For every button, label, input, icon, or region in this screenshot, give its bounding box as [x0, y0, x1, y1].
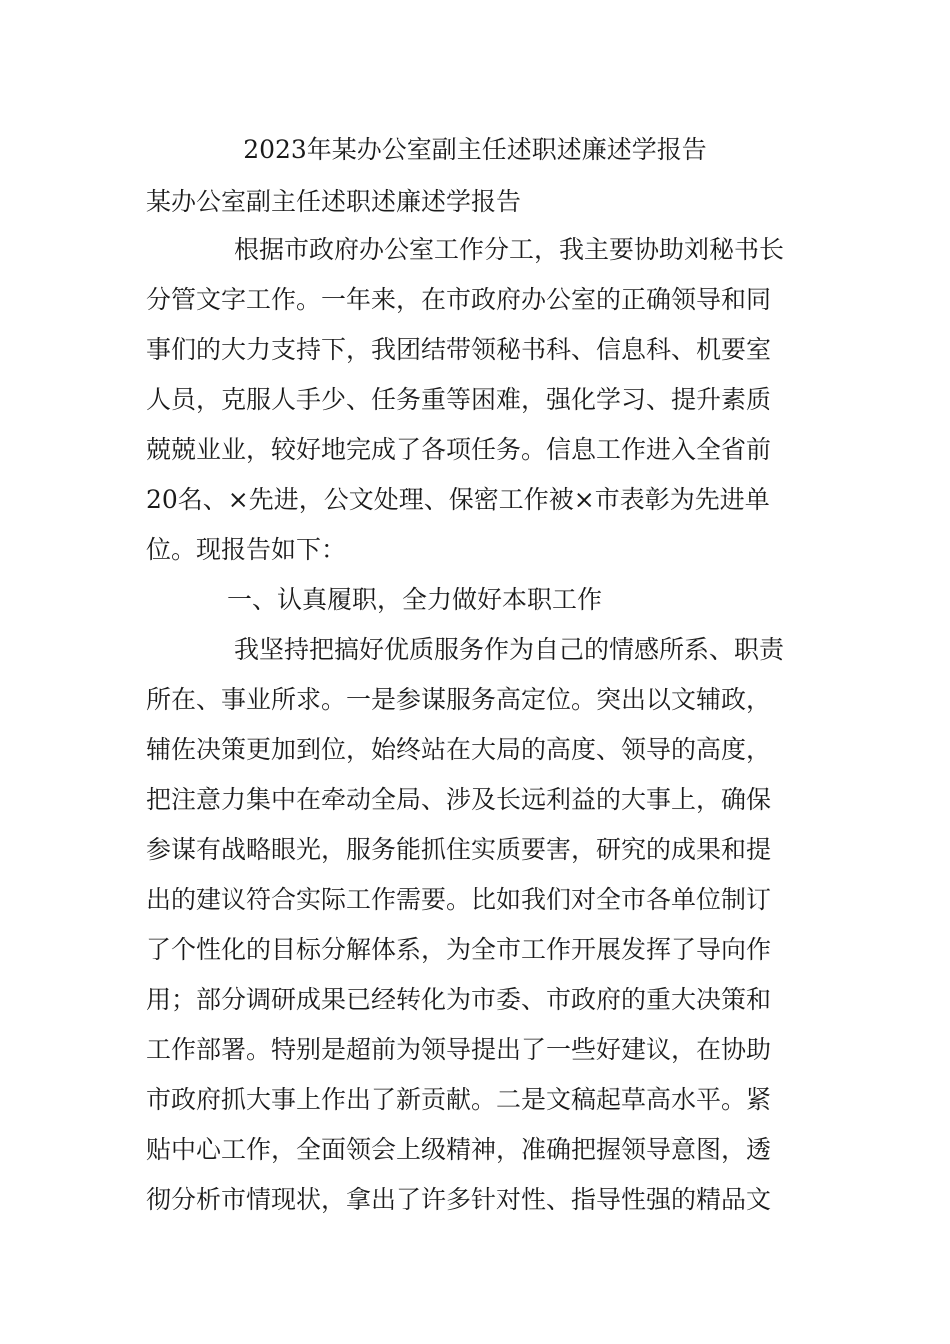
- paragraph-line: 工作部署。特别是超前为领导提出了一些好建议，在协助: [146, 1035, 772, 1064]
- paragraph-line: 用；部分调研成果已经转化为市委、市政府的重大决策和: [146, 985, 772, 1014]
- paragraph-line: 了个性化的目标分解体系，为全市工作开展发挥了导向作: [146, 935, 772, 964]
- paragraph-line: 把注意力集中在牵动全局、涉及长远利益的大事上，确保: [146, 785, 772, 814]
- paragraph-line: 根据市政府办公室工作分工，我主要协助刘秘书长: [234, 235, 785, 264]
- paragraph-line: 我坚持把搞好优质服务作为自己的情感所系、职责: [234, 635, 785, 664]
- paragraph-line: 20名、×先进，公文处理、保密工作被×市表彰为先进单: [146, 485, 770, 514]
- document-title: 2023年某办公室副主任述职述廉述学报告: [243, 135, 707, 164]
- paragraph-line: 辅佐决策更加到位，始终站在大局的高度、领导的高度，: [146, 735, 772, 764]
- paragraph-line: 贴中心工作，全面领会上级精神，准确把握领导意图，透: [146, 1135, 772, 1164]
- paragraph-line: 人员，克服人手少、任务重等困难，强化学习、提升素质: [146, 385, 772, 414]
- paragraph-line: 参谋有战略眼光，服务能抓住实质要害，研究的成果和提: [146, 835, 772, 864]
- paragraph-line: 分管文字工作。一年来，在市政府办公室的正确领导和同: [146, 285, 772, 314]
- paragraph-line: 彻分析市情现状，拿出了许多针对性、指导性强的精品文: [146, 1185, 772, 1214]
- paragraph-line: 位。现报告如下：: [146, 535, 347, 564]
- section-heading: 一、认真履职，全力做好本职工作: [227, 585, 603, 614]
- document-subtitle: 某办公室副主任述职述廉述学报告: [146, 187, 522, 216]
- paragraph-line: 事们的大力支持下，我团结带领秘书科、信息科、机要室: [146, 335, 772, 364]
- paragraph-line: 所在、事业所求。一是参谋服务高定位。突出以文辅政，: [146, 685, 772, 714]
- paragraph-line: 出的建议符合实际工作需要。比如我们对全市各单位制订: [146, 885, 772, 914]
- paragraph-line: 市政府抓大事上作出了新贡献。二是文稿起草高水平。紧: [146, 1085, 772, 1114]
- paragraph-line: 兢兢业业，较好地完成了各项任务。信息工作进入全省前: [146, 435, 772, 464]
